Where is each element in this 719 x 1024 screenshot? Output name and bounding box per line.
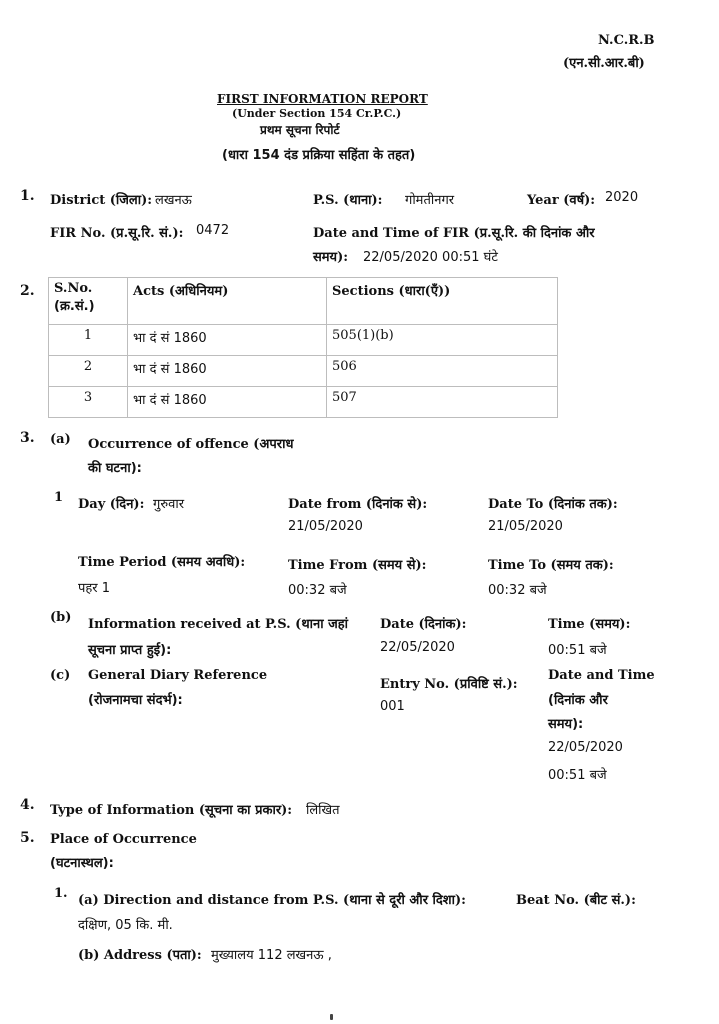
act-cell: भा दं सं 1860 xyxy=(128,356,327,387)
report-title: FIRST INFORMATION REPORT xyxy=(217,92,428,106)
diary-time-value: 00:51 बजे xyxy=(548,768,607,783)
sno-cell: 1 xyxy=(49,325,128,356)
ink-mark xyxy=(330,1014,333,1020)
diary-date-value: 22/05/2020 xyxy=(548,740,623,755)
ncrb-label: N.C.R.B xyxy=(598,33,655,48)
entry-number-value: 001 xyxy=(380,699,405,714)
fir-number-label: FIR No. (प्र.सू.रि. सं.): xyxy=(50,226,184,241)
year-value: 2020 xyxy=(605,190,639,205)
sno-header-hi: (क्र.सं.) xyxy=(54,299,95,314)
fir-number-value: 0472 xyxy=(196,223,230,238)
time-to-label: Time To (समय तक): xyxy=(488,558,614,573)
acts-header: Acts (अधिनियम) xyxy=(128,278,327,325)
section-number: 2. xyxy=(20,283,35,299)
occurrence-label: Occurrence of offence (अपराध xyxy=(88,437,294,452)
place-label: Place of Occurrence xyxy=(50,832,197,847)
year-label: Year (वर्ष): xyxy=(527,193,596,208)
ncrb-hindi-label: (एन.सी.आर.बी) xyxy=(563,56,645,71)
fir-datetime-value: 22/05/2020 00:51 घंटे xyxy=(363,250,498,265)
occurrence-label-cont: की घटना): xyxy=(88,461,142,476)
diary-reference-label-cont: (रोजनामचा संदर्भ): xyxy=(88,693,183,708)
date-to-value: 21/05/2020 xyxy=(488,519,563,534)
time-period-value: पहर 1 xyxy=(78,581,111,596)
address-label: (b) Address (पता): xyxy=(78,948,202,963)
info-date-label: Date (दिनांक): xyxy=(380,617,467,632)
section-number: 5. xyxy=(20,830,35,846)
diary-datetime-label-cont: (दिनांक और xyxy=(548,693,608,708)
fir-datetime-label-cont: समय): xyxy=(313,250,349,265)
table-row xyxy=(49,387,558,418)
day-label: Day (दिन): xyxy=(78,497,145,512)
info-type-label: Type of Information (सूचना का प्रकार): xyxy=(50,803,293,818)
section-number: 1. xyxy=(20,188,35,204)
sno-cell: 3 xyxy=(49,387,128,418)
date-from-label: Date from (दिनांक से): xyxy=(288,497,428,512)
subsection-c-marker: (c) xyxy=(50,668,71,683)
entry-number-label: Entry No. (प्रविष्टि सं.): xyxy=(380,677,518,692)
diary-datetime-label: Date and Time xyxy=(548,668,655,683)
time-from-label: Time From (समय से): xyxy=(288,558,427,573)
district-label: District (जिला): xyxy=(50,193,153,208)
section-cell: 506 xyxy=(327,356,558,387)
section-cell: 505(1)(b) xyxy=(327,325,558,356)
report-title-hindi: प्रथम सूचना रिपोर्ट xyxy=(260,123,340,137)
time-from-value: 00:32 बजे xyxy=(288,583,347,598)
table-row xyxy=(49,325,558,356)
direction-distance-value: दक्षिण, 05 कि. मी. xyxy=(78,918,173,933)
sections-header: Sections (धारा(एँ)) xyxy=(327,278,558,325)
direction-distance-label: (a) Direction and distance from P.S. (थाना से दूरी और दिशा): xyxy=(78,893,466,908)
info-type-value: लिखित xyxy=(306,803,340,818)
sno-header-en: S.No. xyxy=(54,281,93,296)
table-row xyxy=(49,356,558,387)
info-date-value: 22/05/2020 xyxy=(380,640,455,655)
section-number: 4. xyxy=(20,797,35,813)
time-period-label: Time Period (समय अवधि): xyxy=(78,555,246,570)
info-received-label-cont: सूचना प्राप्त हुई): xyxy=(88,643,172,658)
police-station-value: गोमतीनगर xyxy=(405,193,455,208)
section-number: 3. xyxy=(20,430,35,446)
acts-sections-table xyxy=(48,277,558,418)
act-cell: भा दं सं 1860 xyxy=(128,387,327,418)
info-time-value: 00:51 बजे xyxy=(548,643,607,658)
item-number: 1. xyxy=(54,886,68,901)
subsection-b-marker: (b) xyxy=(50,610,72,625)
fir-datetime-label: Date and Time of FIR (प्र.सू.रि. की दिनांक और xyxy=(313,226,595,241)
date-from-value: 21/05/2020 xyxy=(288,519,363,534)
section-cell: 507 xyxy=(327,387,558,418)
day-value: गुरुवार xyxy=(153,497,185,512)
date-to-label: Date To (दिनांक तक): xyxy=(488,497,618,512)
address-value: मुख्यालय 112 लखनऊ , xyxy=(211,948,332,963)
sno-header xyxy=(49,278,128,325)
table-header-row xyxy=(49,278,558,325)
info-time-label: Time (समय): xyxy=(548,617,631,632)
info-received-label: Information received at P.S. (थाना जहां xyxy=(88,617,349,632)
sno-cell: 2 xyxy=(49,356,128,387)
act-cell: भा दं सं 1860 xyxy=(128,325,327,356)
district-value: लखनऊ xyxy=(155,193,192,208)
report-subtitle-hindi: (धारा 154 दंड प्रक्रिया सहिंता के तहत) xyxy=(222,148,416,163)
subsection-a-marker: (a) xyxy=(50,432,71,447)
diary-datetime-label-cont: समय): xyxy=(548,717,584,732)
report-subtitle: (Under Section 154 Cr.P.C.) xyxy=(232,107,402,120)
diary-reference-label: General Diary Reference xyxy=(88,668,268,683)
time-to-value: 00:32 बजे xyxy=(488,583,547,598)
beat-number-label: Beat No. (बीट सं.): xyxy=(516,893,636,908)
police-station-label: P.S. (थाना): xyxy=(313,193,383,208)
item-number: 1 xyxy=(54,490,64,505)
place-label-cont: (घटनास्थल): xyxy=(50,856,114,871)
